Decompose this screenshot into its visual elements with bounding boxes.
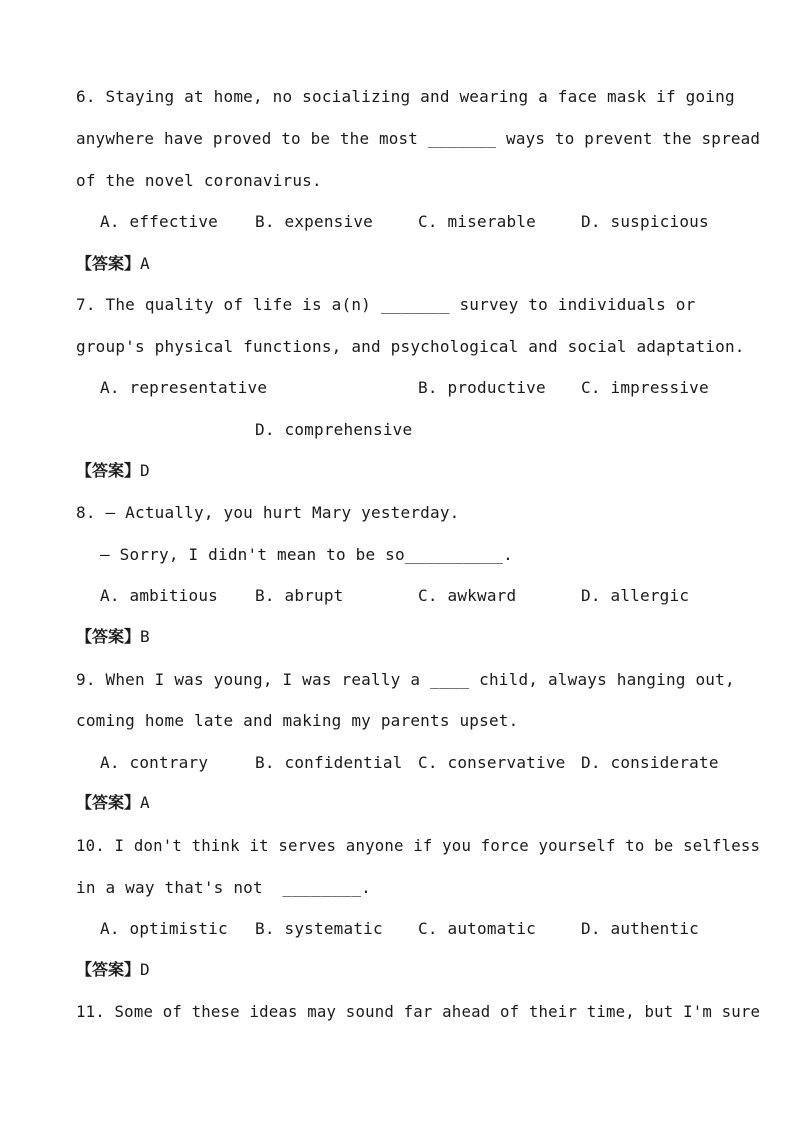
question-7-option-d: D. comprehensive bbox=[255, 420, 413, 439]
question-8-line-1: 8. — Actually, you hurt Mary yesterday. bbox=[76, 503, 460, 522]
question-9-option-b: B. confidential bbox=[255, 753, 403, 772]
question-7-line-2: group's physical functions, and psychological and social adaptation. bbox=[76, 337, 745, 356]
question-6-option-b: B. expensive bbox=[255, 212, 373, 231]
answer-label: 【答案】 bbox=[76, 960, 141, 979]
question-7-answer bbox=[76, 460, 150, 482]
answer-label: 【答案】 bbox=[76, 254, 141, 273]
question-8-option-c: C. awkward bbox=[418, 586, 517, 605]
question-6-line-3: of the novel coronavirus. bbox=[76, 171, 322, 190]
question-7-option-c: C. impressive bbox=[581, 378, 709, 397]
question-7-option-a: A. representative bbox=[100, 378, 268, 397]
answer-key: D bbox=[140, 461, 150, 480]
question-7-option-b: B. productive bbox=[418, 378, 546, 397]
question-8-option-d: D. allergic bbox=[581, 586, 690, 605]
question-6-answer bbox=[76, 253, 150, 275]
question-10-answer bbox=[76, 959, 150, 981]
question-6-option-d: D. suspicious bbox=[581, 212, 709, 231]
question-7-line-1: 7. The quality of life is a(n) _______ survey to individuals or bbox=[76, 295, 696, 314]
question-9-line-1: 9. When I was young, I was really a ____ child, always hanging out, bbox=[76, 670, 735, 689]
answer-key: A bbox=[140, 254, 150, 273]
question-9-option-c: C. conservative bbox=[418, 753, 566, 772]
question-10-option-d: D. authentic bbox=[581, 919, 699, 938]
question-10-option-a: A. optimistic bbox=[100, 919, 228, 938]
question-10-option-c: C. automatic bbox=[418, 919, 536, 938]
question-9-option-d: D. considerate bbox=[581, 753, 719, 772]
question-10-line-2: in a way that's not ________. bbox=[76, 878, 371, 897]
answer-label: 【答案】 bbox=[76, 461, 141, 480]
question-6-option-c: C. miserable bbox=[418, 212, 536, 231]
question-6-line-2: anywhere have proved to be the most _______ ways to prevent the spread bbox=[76, 129, 761, 148]
question-8-option-b: B. abrupt bbox=[255, 586, 344, 605]
question-9-option-a: A. contrary bbox=[100, 753, 209, 772]
question-8-line-2: — Sorry, I didn't mean to be so__________. bbox=[100, 545, 513, 564]
question-11-line-1: 11. Some of these ideas may sound far ahead of their time, but I'm sure bbox=[76, 1002, 761, 1021]
answer-label: 【答案】 bbox=[76, 627, 141, 646]
question-9-line-2: coming home late and making my parents upset. bbox=[76, 711, 519, 730]
question-6-line-1: 6. Staying at home, no socializing and wearing a face mask if going bbox=[76, 87, 735, 106]
question-9-answer bbox=[76, 792, 150, 814]
question-6-option-a: A. effective bbox=[100, 212, 218, 231]
answer-key: B bbox=[140, 627, 150, 646]
question-8-option-a: A. ambitious bbox=[100, 586, 218, 605]
question-10-line-1: 10. I don't think it serves anyone if you force yourself to be selfless bbox=[76, 836, 761, 855]
answer-key: D bbox=[140, 960, 150, 979]
question-10-option-b: B. systematic bbox=[255, 919, 383, 938]
answer-key: A bbox=[140, 793, 150, 812]
question-8-answer bbox=[76, 626, 150, 648]
answer-label: 【答案】 bbox=[76, 793, 141, 812]
